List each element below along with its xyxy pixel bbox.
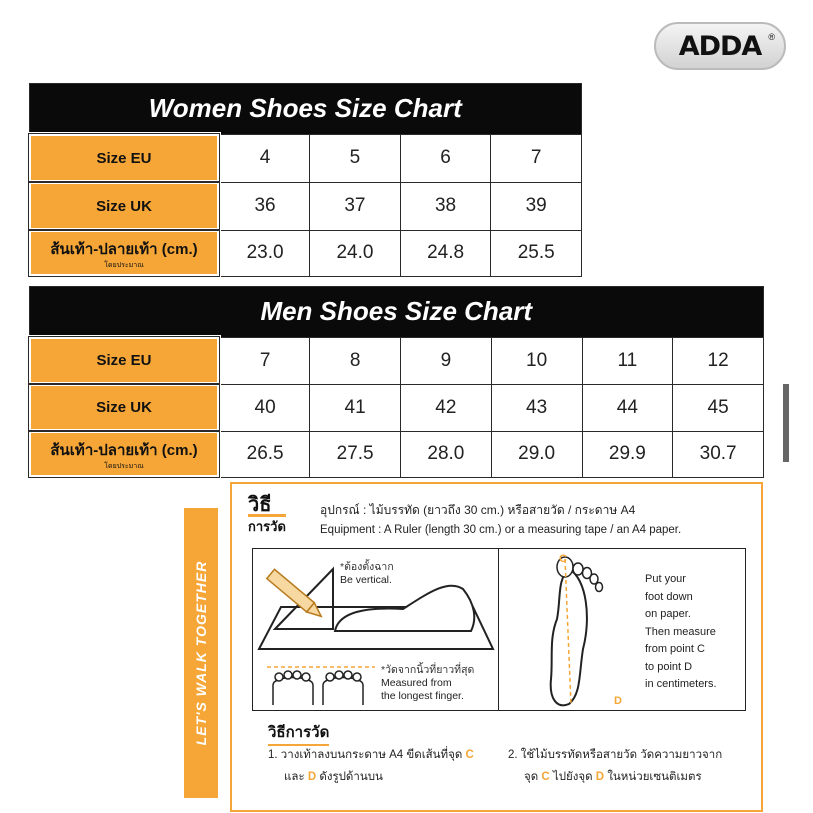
step-2 bbox=[508, 744, 722, 788]
women-length-label: ส้นเท้า-ปลายเท้า (cm.) bbox=[50, 240, 198, 258]
slogan-text: LET'S WALK TOGETHER bbox=[193, 560, 209, 746]
men-uk-cell: 40 bbox=[219, 384, 310, 431]
instruction-line: in centimeters. bbox=[645, 678, 717, 690]
step-1 bbox=[268, 744, 474, 788]
men-length-cell: 29.9 bbox=[582, 431, 673, 477]
women-chart-title: Women Shoes Size Chart bbox=[29, 84, 582, 135]
men-label-size-uk: Size UK bbox=[29, 384, 219, 431]
method-title bbox=[248, 494, 286, 535]
registered-mark: ® bbox=[768, 32, 775, 42]
women-uk-cell: 38 bbox=[400, 182, 491, 230]
men-length-cell: 29.0 bbox=[491, 431, 582, 477]
women-size-chart bbox=[27, 83, 582, 278]
instruction-line: Then measure bbox=[645, 625, 716, 638]
step1-point-d: D bbox=[307, 771, 317, 783]
men-length-note: โดยประมาณ bbox=[104, 462, 144, 470]
slogan-ribbon bbox=[184, 508, 218, 798]
equipment-english: Equipment : A Ruler (length 30 cm.) or a measuring tape / an A4 paper. bbox=[320, 524, 682, 536]
instruction-line: on paper. bbox=[645, 608, 691, 620]
vertical-note-thai: *ต้องตั้งฉาก bbox=[340, 561, 394, 573]
vertical-note bbox=[340, 561, 394, 587]
women-length-cell: 24.0 bbox=[310, 230, 401, 276]
women-label-size-uk: Size UK bbox=[29, 182, 219, 230]
men-uk-cell: 44 bbox=[582, 384, 673, 431]
finger-note bbox=[381, 664, 474, 703]
men-uk-cell: 41 bbox=[310, 384, 401, 431]
finger-note-english-1: Measured from bbox=[381, 677, 452, 689]
method-title-line1: วิธี bbox=[248, 494, 272, 516]
men-length-cell: 30.7 bbox=[673, 431, 764, 477]
step1-text-a: 1. วางเท้าลงบนกระดาษ A4 ขีดเส้นที่จุด bbox=[268, 749, 463, 761]
men-length-label: ส้นเท้า-ปลายเท้า (cm.) bbox=[50, 441, 198, 459]
step1-text-c: ดังรูปด้านบน bbox=[319, 771, 383, 783]
instruction-line: foot down bbox=[645, 590, 693, 603]
footprint-panel bbox=[498, 548, 746, 711]
men-label-length bbox=[29, 431, 219, 477]
men-size-chart bbox=[27, 286, 764, 479]
men-uk-cell: 43 bbox=[491, 384, 582, 431]
vertical-note-english: Be vertical. bbox=[340, 574, 392, 586]
step2-text-b: จุด bbox=[524, 771, 539, 783]
women-length-cell: 25.5 bbox=[491, 230, 582, 276]
method-title-line2: การวัด bbox=[248, 514, 286, 535]
scrollbar-thumb[interactable] bbox=[783, 384, 789, 462]
men-eu-cell: 10 bbox=[491, 337, 582, 384]
women-uk-cell: 39 bbox=[491, 182, 582, 230]
step2-point-c: C bbox=[541, 771, 550, 783]
equipment-thai: อุปกรณ์ : ไม้บรรทัด (ยาวถึง 30 cm.) หรือสายวัด / กระดาษ A4 bbox=[320, 503, 636, 517]
women-length-cell: 23.0 bbox=[219, 230, 310, 276]
men-chart-title: Men Shoes Size Chart bbox=[29, 287, 764, 338]
men-eu-cell: 9 bbox=[401, 337, 492, 384]
step1-text-b: และ bbox=[284, 771, 305, 783]
step2-text-d: ในหน่วยเซนติเมตร bbox=[607, 771, 702, 783]
women-label-length bbox=[29, 230, 219, 276]
men-label-size-eu: Size EU bbox=[29, 337, 219, 384]
women-eu-cell: 7 bbox=[491, 134, 582, 182]
men-length-cell: 27.5 bbox=[310, 431, 401, 477]
women-uk-cell: 36 bbox=[219, 182, 310, 230]
men-eu-cell: 8 bbox=[310, 337, 401, 384]
finger-note-thai: *วัดจากนิ้วที่ยาวที่สุด bbox=[381, 664, 475, 676]
women-eu-cell: 5 bbox=[310, 134, 401, 182]
women-eu-cell: 6 bbox=[400, 134, 491, 182]
men-length-cell: 26.5 bbox=[219, 431, 310, 477]
women-label-size-eu: Size EU bbox=[29, 134, 219, 182]
men-uk-cell: 45 bbox=[673, 384, 764, 431]
adda-logo bbox=[654, 22, 786, 70]
measure-instructions bbox=[645, 571, 717, 694]
women-uk-cell: 37 bbox=[310, 182, 401, 230]
men-eu-cell: 11 bbox=[582, 337, 673, 384]
step2-text-a: 2. ใช้ไม้บรรทัดหรือสายวัด วัดความยาวจาก bbox=[508, 749, 723, 761]
women-length-note: โดยประมาณ bbox=[104, 261, 144, 269]
footprint-illustration bbox=[499, 549, 609, 710]
women-eu-cell: 4 bbox=[219, 134, 310, 182]
howto-title: วิธีการวัด bbox=[268, 720, 329, 746]
men-length-cell: 28.0 bbox=[401, 431, 492, 477]
men-eu-cell: 12 bbox=[673, 337, 764, 384]
point-c-label: C bbox=[559, 553, 567, 565]
logo-text: ADDA bbox=[678, 30, 762, 62]
women-length-cell: 24.8 bbox=[400, 230, 491, 276]
point-d-label: D bbox=[614, 695, 622, 707]
step2-text-c: ไปยังจุด bbox=[552, 771, 593, 783]
step1-point-c: C bbox=[465, 749, 474, 761]
men-uk-cell: 42 bbox=[401, 384, 492, 431]
instruction-line: from point C bbox=[645, 643, 705, 655]
finger-note-english-2: the longest finger. bbox=[381, 690, 464, 702]
instruction-line: to point D bbox=[645, 660, 693, 673]
step2-point-d: D bbox=[595, 771, 605, 783]
men-eu-cell: 7 bbox=[219, 337, 310, 384]
instruction-line: Put your bbox=[645, 573, 686, 585]
